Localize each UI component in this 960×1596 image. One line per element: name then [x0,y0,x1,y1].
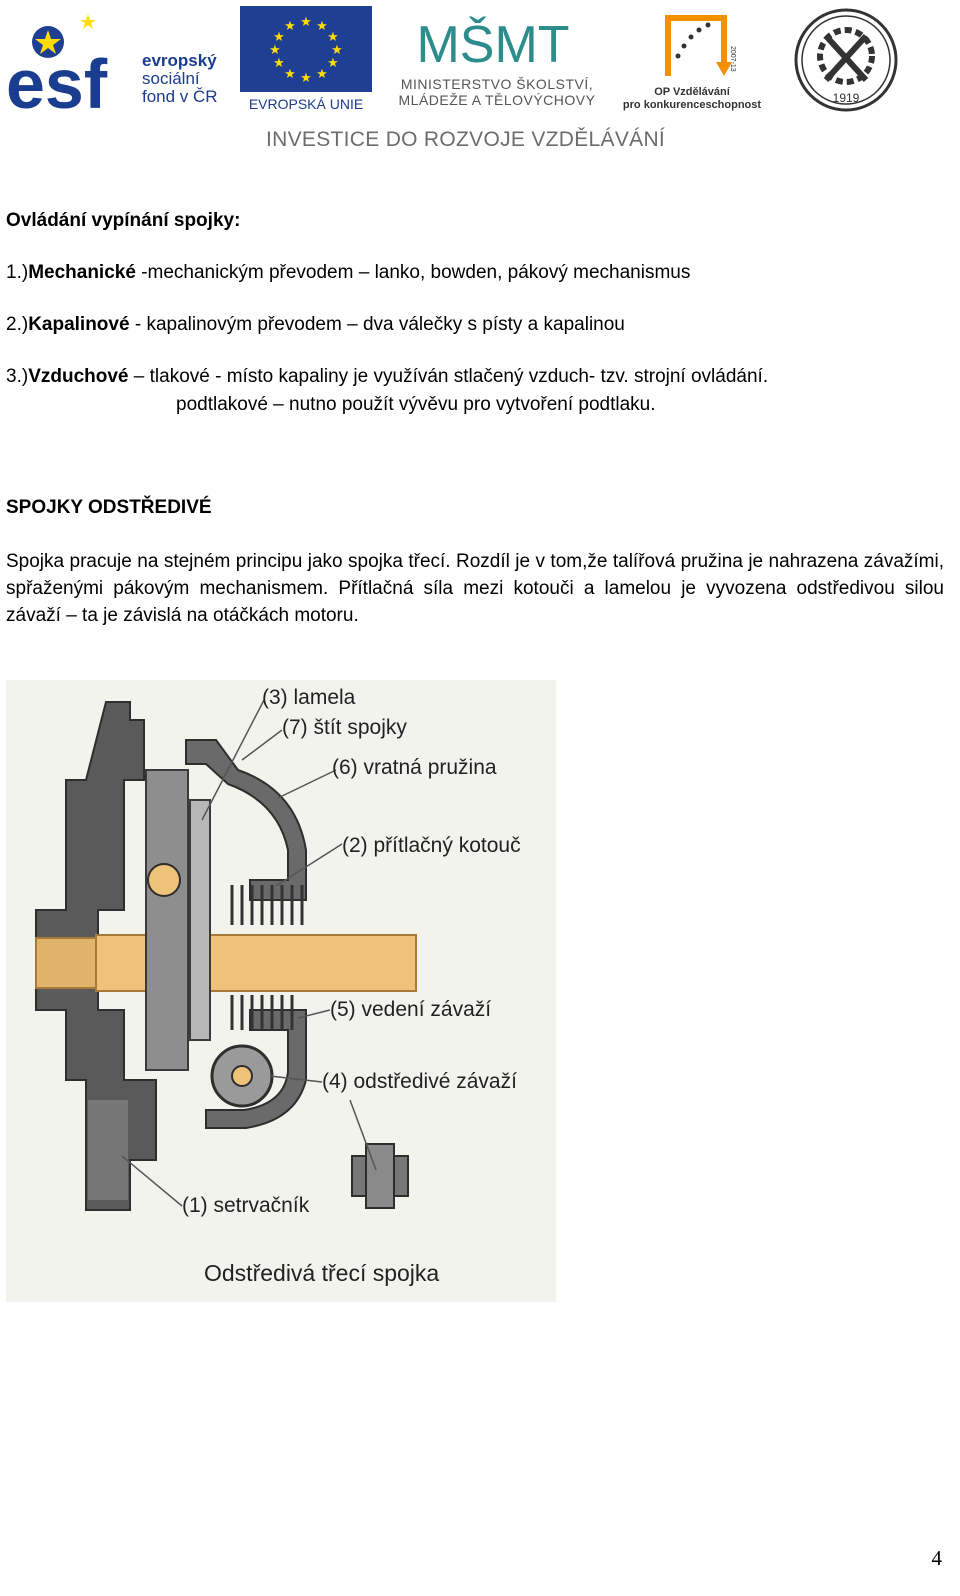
label-setrvacnik: (1) setrvačník [182,1194,310,1217]
op-logo [616,4,768,114]
item-text: - kapalinovým převodem – dva válečky s písty a kapalinou [129,314,625,335]
control-item-3-extra: podtlakové – nutno použít vývěvu pro vytvoření podtlaku. [176,394,656,415]
msmt-line1: MINISTERSTVO ŠKOLSTVÍ, [400,76,594,92]
svg-text:★: ★ [300,15,312,30]
msmt-logo [384,4,610,114]
centrifugal-body: Spojka pracuje na stejném principu jako spojka třecí. Rozdíl je v tom,že talířová pružina je nahrazena závažími, spřaženými pákovým mechanismem. Přítlačná síla mezi kotouči a lamelou je vyvozena odstředivou silou závaží – ta je závislá na otáčkách motoru. [6,551,944,626]
svg-text:★: ★ [269,43,281,58]
svg-text:★: ★ [300,71,312,86]
msmt-text [384,76,610,108]
clutch-figure [6,680,556,1302]
op-mark-icon [648,6,738,82]
eu-label: EVROPSKÁ UNIE [248,96,364,112]
svg-text:★: ★ [327,30,339,45]
esf-line1: evropský [142,51,217,70]
op-line2: pro konkurenceschopnost [622,99,762,111]
msmt-mark-icon [416,4,570,74]
svg-text:★: ★ [273,30,285,45]
item-number: 2.) [6,314,29,335]
svg-text:★: ★ [273,56,285,71]
svg-text:★: ★ [284,19,296,34]
item-text: – tlakové - místo kapaliny je využíván stlačený vzduch- tzv. strojní ovládání. [128,366,769,387]
label-lamela: (3) lamela [262,686,356,709]
label-zavazi: (4) odstředivé závaží [322,1070,517,1093]
shaft-shape [96,935,416,991]
school-seal [792,6,900,114]
svg-text:★: ★ [331,43,343,58]
control-item-2 [6,314,625,336]
svg-text:2007-13: 2007-13 [729,46,736,72]
logo-band [0,0,960,160]
item-number: 3.) [6,366,29,387]
page-number: 4 [931,1546,942,1570]
svg-text:★: ★ [316,67,328,82]
label-kotouc: (2) přítlačný kotouč [342,834,521,857]
lamella-shape [190,800,210,1040]
svg-text:esf: esf [6,45,108,123]
label-pruzina: (6) vratná pružina [332,756,497,779]
svg-text:★: ★ [316,19,328,34]
esf-line3: fond v ČR [142,87,218,106]
msmt-line2: MLÁDEŽE A TĚLOVÝCHOVY [398,92,596,108]
control-heading: Ovládání vypínání spojky: [6,210,241,231]
figure-caption: Odstředivá třecí spojka [204,1260,440,1286]
op-text [616,86,768,112]
centrifugal-heading: SPOJKY ODSTŘEDIVÉ [6,497,212,518]
control-item-1 [6,262,690,284]
item-text: -mechanickým převodem – lanko, bowden, pákový mechanismus [135,262,691,283]
label-vedeni: (5) vedení závaží [330,998,492,1021]
esf-text [142,52,218,106]
item-term: Vzduchové [28,366,129,387]
svg-text:★: ★ [284,67,296,82]
gear-seal-icon [792,6,900,114]
eu-flag-icon [240,6,372,92]
item-number: 1.) [6,262,29,283]
esf-mark-icon [6,12,136,123]
svg-text:★: ★ [327,56,339,71]
pressure-plate-shape [146,770,188,1070]
svg-text:1919: 1919 [832,91,860,105]
tagline: INVESTICE DO ROZVOJE VZDĚLÁVÁNÍ [266,128,666,151]
esf-logo [6,4,228,123]
esf-line2: sociální [142,69,200,88]
label-stit: (7) štít spojky [282,716,407,739]
svg-text:MŠMT: MŠMT [416,16,570,74]
eu-logo [240,6,372,114]
item-term: Kapalinové [28,314,130,335]
op-line1: OP Vzdělávání [654,86,730,98]
item-term: Mechanické [28,262,136,283]
control-item-3 [6,366,768,388]
